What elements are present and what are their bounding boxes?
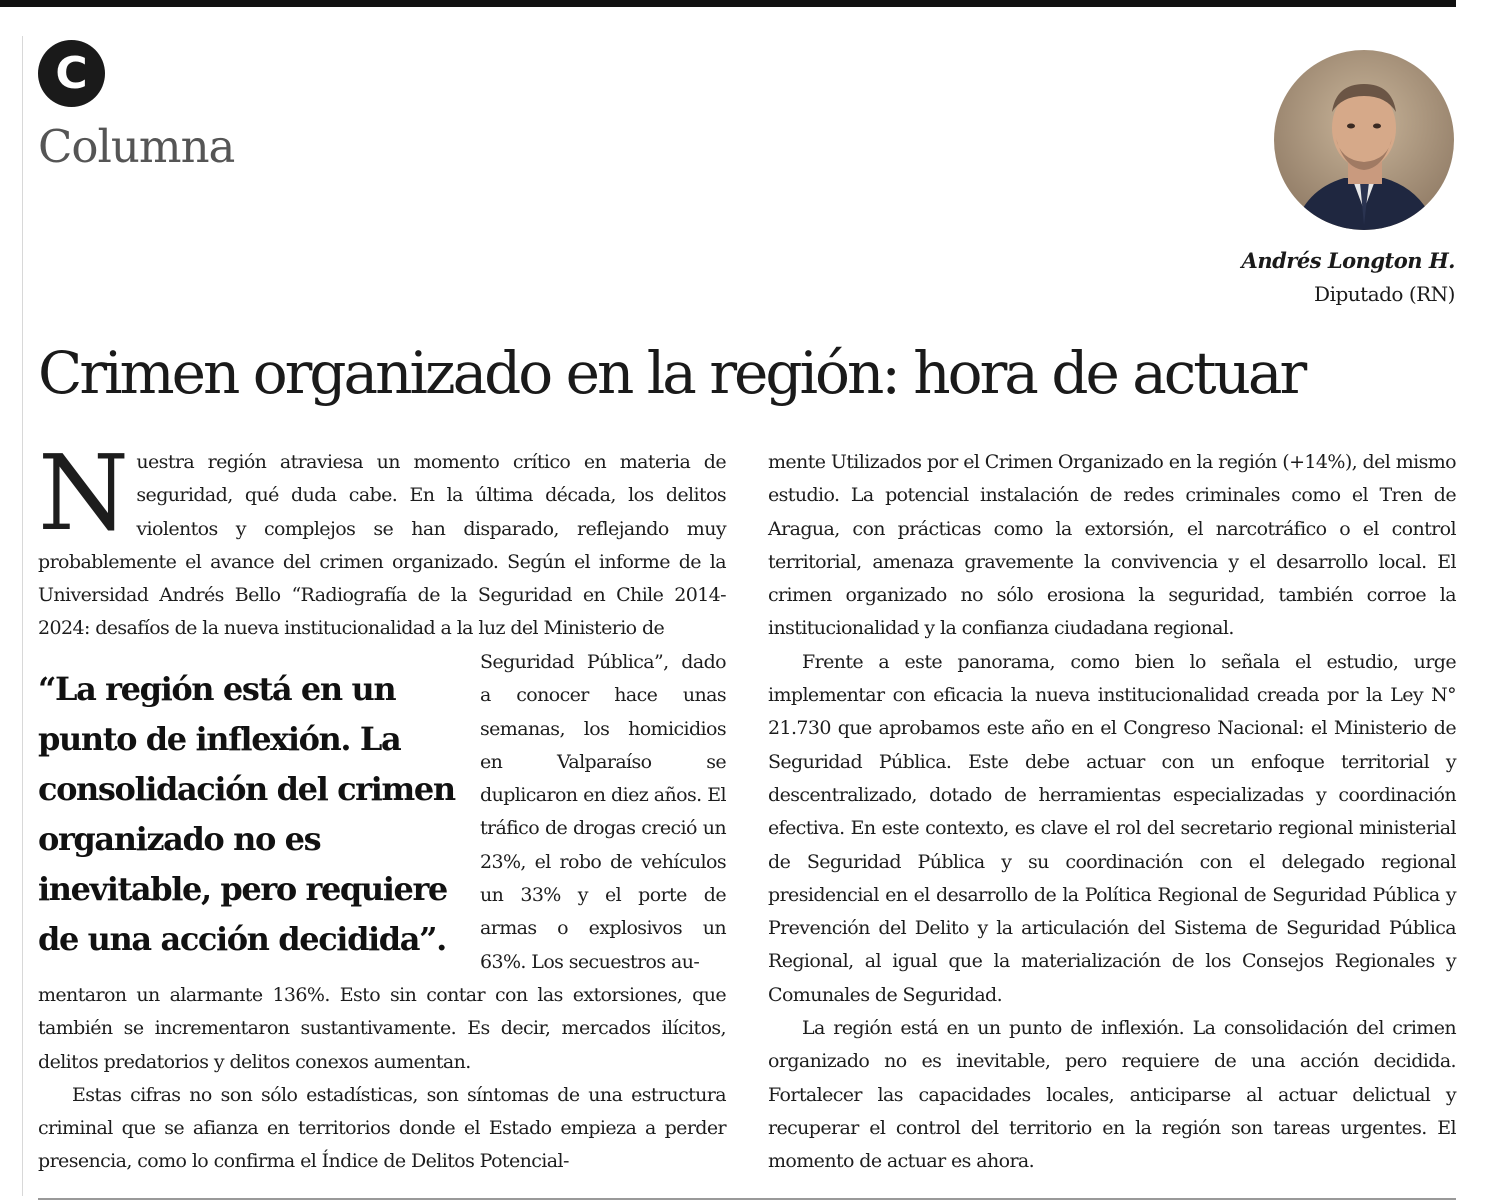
section-label: Columna	[38, 120, 235, 173]
body-paragraph: Estas cifras no son sólo estadísticas, son síntomas de una estructura criminal que se afianza en territorios donde el Estado empieza a perder presencia, como lo confirma el Índice de Delitos Potencial-	[38, 1083, 726, 1173]
author-role: Diputado (RN)	[1314, 282, 1455, 306]
pull-quote: “La región está en un punto de inflexión. La consolidación del crimen organizado no es inevitable, pero requiere de una acción decidida”.	[38, 670, 455, 958]
bottom-rule	[38, 1198, 1456, 1200]
dropcap: N	[38, 432, 129, 554]
body-paragraph: La región está en un punto de inflexión. La consolidación del crimen organizado no es inevitable, pero requiere de una acción decidida. Fortalecer las capacidades locales, anticiparse al actuar delictual y recuperar el control del territorio en la región son tareas urgentes. El momento de actuar es ahora.	[768, 1017, 1456, 1173]
author-name: Andrés Longton H.	[1241, 248, 1455, 273]
left-rule	[22, 36, 23, 1196]
body-column-right	[768, 446, 1456, 1179]
body-column-left-narrow	[480, 646, 726, 979]
author-portrait	[1274, 50, 1454, 230]
body-text: uestra región atraviesa un momento crítico en materia de seguridad, qué duda cabe. En la última década, los delitos violentos y complejos se han disparado, reflejando muy probablemente el avance del crimen organizado. Según el informe de la Universidad Andrés Bello “Radiografía de la Seguridad en Chile 2014-2024: desafíos de la nueva institucionalidad a la luz del Ministerio de	[38, 451, 726, 640]
body-text: Seguridad Pública”, dado a conocer hace unas semanas, los homicidios en Valparaíso se duplicaron en diez años. El tráfico de drogas creció un 23%, el robo de vehículos un 33% y el porte de armas o explosivos un 63%. Los secuestros au-	[480, 651, 726, 973]
body-paragraph: Frente a este panorama, como bien lo señala el estudio, urge implementar con eficacia la nueva institucionalidad creada por la Ley N° 21.730 que aprobamos este año en el Congreso Nacional: el Ministerio de Seguridad Pública. Este debe actuar con un enfoque territorial y descentralizado, dotado de herramientas especializadas y coordinación efectiva. En este contexto, es clave el rol del secretario regional ministerial de Seguridad Pública y su coordinación con el delegado regional presidencial en el desarrollo de la Política Regional de Seguridad Pública y Prevención del Delito y la articulación del Sistema de Seguridad Pública Regional, al igual que la materialización de los Consejos Regionales y Comunales de Seguridad.	[768, 650, 1456, 1006]
section-badge: C	[38, 40, 105, 107]
author-block	[1242, 248, 1455, 306]
body-column-left-top	[38, 432, 726, 646]
body-paragraph: mente Utilizados por el Crimen Organizado en la región (+14%), del mismo estudio. La potencial instalación de redes criminales como el Tren de Aragua, con prácticas como la extorsión, el narcotráfico o el control territorial, amenaza gravemente la convivencia y el desarrollo local. El crimen organizado no sólo erosiona la seguridad, también corroe la institucionalidad y la confianza ciudadana regional.	[768, 451, 1456, 640]
body-column-left-bottom	[38, 979, 726, 1179]
author-portrait-image	[1274, 50, 1454, 230]
body-paragraph: mentaron un alarmante 136%. Esto sin contar con las extorsiones, que también se incrementaron sustantivamente. Es decir, mercados ilícitos, delitos predatorios y delitos conexos aumentan.	[38, 984, 726, 1073]
top-rule	[0, 0, 1456, 7]
headline: Crimen organizado en la región: hora de actuar	[38, 339, 1305, 407]
